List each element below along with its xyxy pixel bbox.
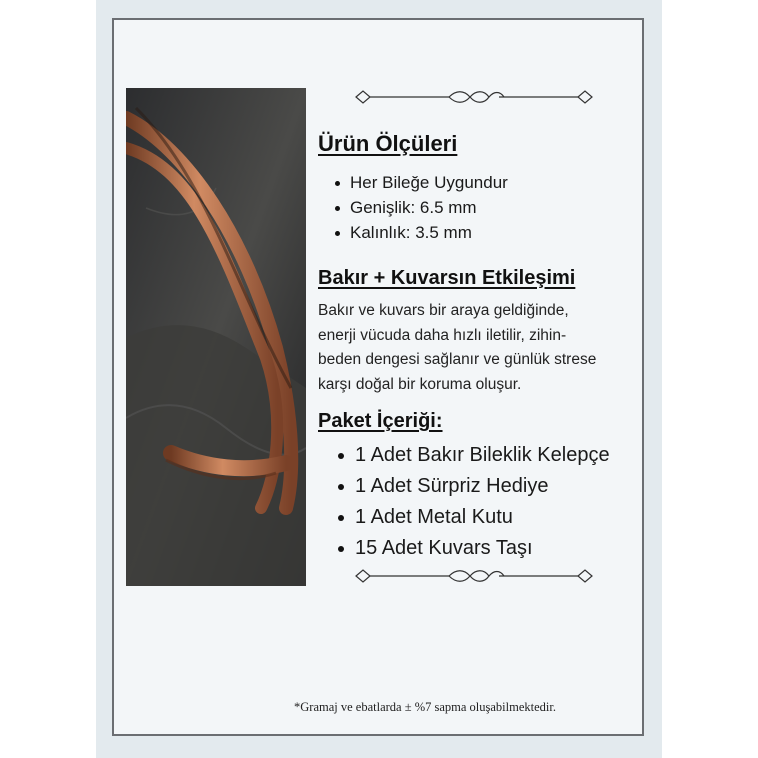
list-item: 1 Adet Bakır Bileklik Kelepçe bbox=[330, 440, 610, 471]
list-item: 15 Adet Kuvars Taşı bbox=[330, 533, 610, 564]
measurements-list bbox=[322, 170, 508, 245]
package-contents-list bbox=[330, 440, 610, 564]
section-title-paket: Paket İçeriği: bbox=[318, 410, 443, 432]
paragraph-line: karşı doğal bir koruma oluşur. bbox=[318, 375, 522, 393]
section-title-olculer: Ürün Ölçüleri bbox=[318, 131, 458, 156]
divider-ornament bbox=[354, 88, 594, 106]
list-item: Kalınlık: 3.5 mm bbox=[322, 220, 508, 245]
paragraph-line: enerji vücuda daha hızlı iletilir, zihin- bbox=[318, 326, 567, 344]
footnote: *Gramaj ve ebatlarda ± %7 sapma oluşabilmektedir. bbox=[294, 700, 556, 714]
paragraph-line: Bakır ve kuvars bir araya geldiğinde, bbox=[318, 302, 569, 319]
section-title-etkilesim: Bakır + Kuvarsın Etkileşimi bbox=[318, 267, 576, 289]
list-item: Her Bileğe Uygundur bbox=[322, 170, 508, 195]
list-item: 1 Adet Sürpriz Hediye bbox=[330, 471, 610, 502]
list-item: Genişlik: 6.5 mm bbox=[322, 195, 508, 220]
product-photo bbox=[126, 88, 306, 586]
interaction-description bbox=[318, 299, 618, 397]
paragraph-line: beden dengesi sağlanır ve günlük strese bbox=[318, 351, 597, 368]
divider-ornament bbox=[354, 567, 594, 585]
list-item: 1 Adet Metal Kutu bbox=[330, 502, 610, 533]
